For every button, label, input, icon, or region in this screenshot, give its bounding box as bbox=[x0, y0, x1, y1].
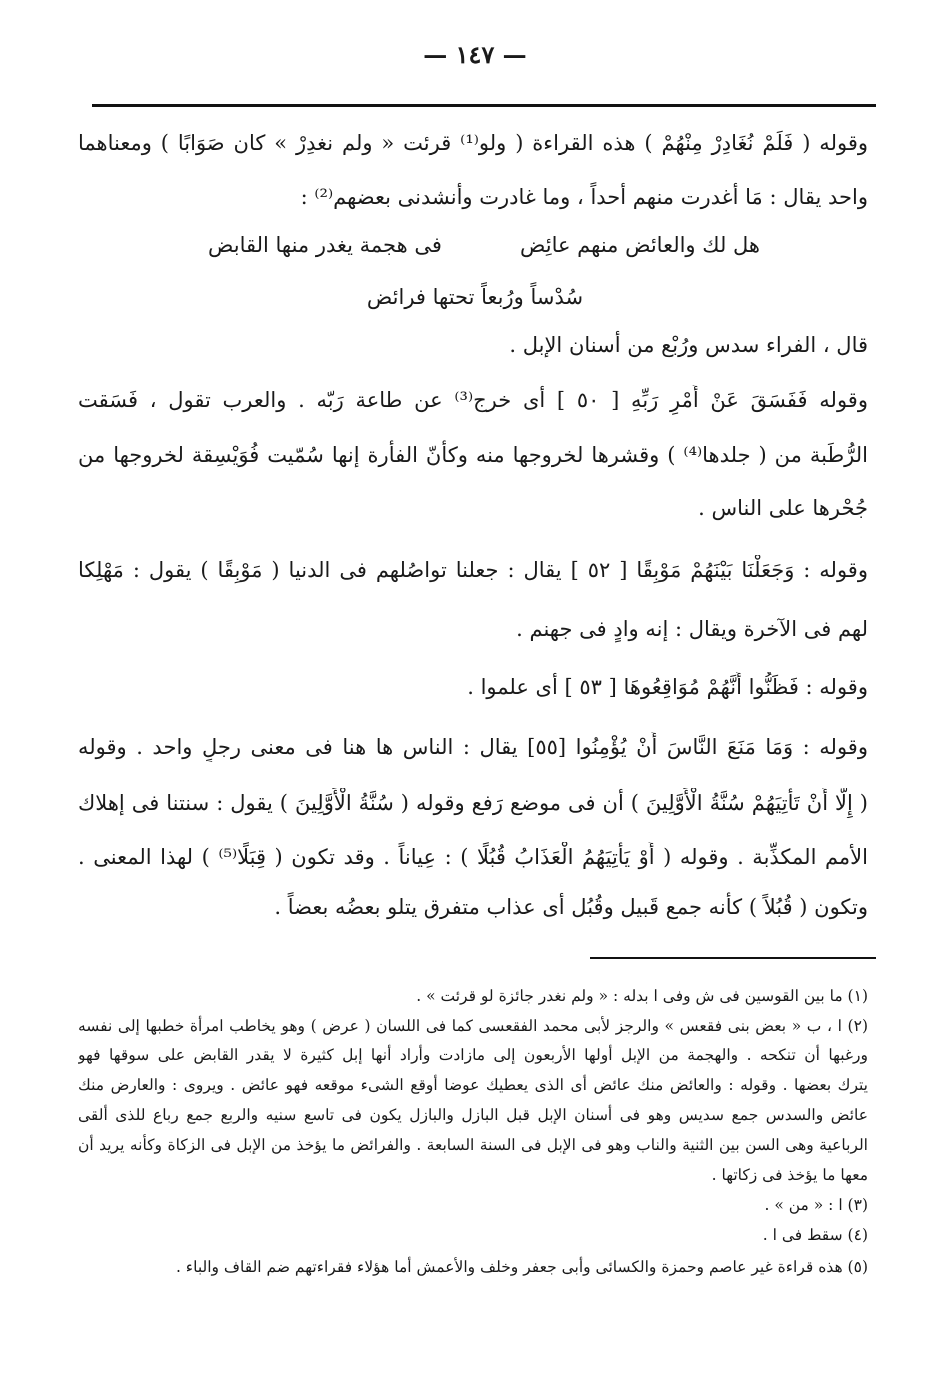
body-line: الأمم المكذِّبة . وقوله ( أَوْ يَأْتِيَهُمُ الْعَذَابُ قُبُلًا ) : عِياناً . وقد تكون ( قِبَلًا⁽⁵⁾ ) لهذا المعنى . bbox=[78, 845, 868, 869]
body-line: الرُّطَبة من ( جلدها⁽⁴⁾ ) وقشرها لخروجها منه وكأنّ الفأرة إنها سُمّيت فُوَيْسِقة لخروجها من bbox=[78, 443, 868, 467]
footnote-line: الرباعية وهى السن بين الثنية والناب وهو فى الإبل فى السنة السابعة . والفرائض ما يؤخذ من الإبل فى الزكاة وكأنه يريد أن bbox=[78, 1136, 868, 1154]
body-line: وتكون ( قُبُلاً ) كأنه جمع قَبيل وقُبُل أى عذاب متفرق يتلو بعضُه بعضاً . bbox=[274, 895, 868, 919]
body-line: واحد يقال : مَا أغدرت منهم أحداً ، وما غادرت وأنشدنى بعضهم⁽²⁾ : bbox=[300, 185, 868, 209]
footnote-line: (٣) ا : « من » . bbox=[764, 1196, 868, 1214]
body-line: وقوله : فَظَنُّوا أَنَّهُمْ مُوَاقِعُوهَا [ ٥٣ ] أى علموا . bbox=[467, 675, 868, 699]
body-line: وقوله ( فَلَمْ نُغَادِرْ مِنْهُمْ ) هذه القراءة ( ولو⁽¹⁾ قرئت « ولم نغدِرْ » كان صَوَابًا ) ومعناهما bbox=[78, 131, 868, 155]
body-line: وقوله : وَمَا مَنَعَ النَّاسَ أَنْ يُؤْمِنُوا [٥٥] يقال : الناس ها هنا فى معنى رجلٍ واحد . وقوله bbox=[78, 735, 868, 759]
footnote-line: (١) ما بين القوسين فى ش وفى ا بدله : « ولم نغدر جائزة لو قرئت » . bbox=[416, 987, 868, 1005]
footnote-line: يترك بعضها . وقوله : والعائض منك عائض أى الذى يعطيك عوضا أوقع الشىء موقعه فهو عائض . ويروى : والعارض منك bbox=[78, 1076, 868, 1094]
footnote-line: معها ما يؤخذ فى زكاتها . bbox=[711, 1166, 868, 1184]
verse-hemistich: هل لك والعائض منهم عائِض bbox=[520, 233, 760, 257]
body-line: ( إِلَّا أَنْ تَأْتِيَهُمْ سُنَّةُ الْأَوَّلِينَ ) أن فى موضع رَفع وقوله ( سُنَّةُ الْأَوَّلِينَ ) يقول : سنتنا فى إهلاك bbox=[78, 791, 868, 815]
footnote-line: ورغبها أن تنكحه . والهجمة من الإبل أولها الأربعون إلى مازادت وأراد أنها إبل كثيرة لا يقدر القابض على سوقها فهو bbox=[78, 1046, 868, 1064]
footnote-line: (٤) سقط فى ا . bbox=[762, 1226, 868, 1244]
header-rule bbox=[92, 104, 876, 107]
body-line: قال ، الفراء سدس ورُبْع من أسنان الإبل . bbox=[509, 333, 868, 357]
footnote-line: عائض والسدس جمع سديس وهو فى أسنان الإبل قبل البازل والبازل يكون فى تاسع سنيه والربع جمع رباع للذى ألقى bbox=[78, 1106, 868, 1124]
body-line: جُحْرها على الناس . bbox=[698, 496, 868, 520]
page-number: — ١٤٧ — bbox=[423, 40, 527, 69]
body-line: وقوله : وَجَعَلْنَا بَيْنَهُمْ مَوْبِقًا [ ٥٢ ] يقال : جعلنا تواصُلهم فى الدنيا ( مَوْبِقًا ) يقول : مَهْلِكا bbox=[78, 558, 868, 582]
verse-line: سُدْساً ورُبعاً تحتها فرائض bbox=[366, 285, 584, 309]
footnote-line: (٢) ا ، ب « بعض بنى فقعس » والرجز لأبى محمد الفقعسى كما فى اللسان ( عرض ) وهو يخاطب امرأة خطبها إلى نفسه bbox=[78, 1017, 868, 1035]
footnote-line: (٥) هذه قراءة غير عاصم وحمزة والكسائى وأبى جعفر وخلف والأعمش أما هؤلاء فقراءتهم ضم القاف والباء . bbox=[175, 1258, 868, 1276]
body-line: لهم فى الآخرة ويقال : إنه وادٍ فى جهنم . bbox=[516, 617, 868, 641]
footnote-rule bbox=[590, 957, 876, 959]
body-line: وقوله فَفَسَقَ عَنْ أَمْرِ رَبِّهِ [ ٥٠ ] أى خرج⁽³⁾ عن طاعة رَبّه . والعرب تقول ، فَسَقت bbox=[78, 388, 868, 412]
verse-hemistich: فى هجمة يغدر منها القابض bbox=[208, 233, 442, 257]
